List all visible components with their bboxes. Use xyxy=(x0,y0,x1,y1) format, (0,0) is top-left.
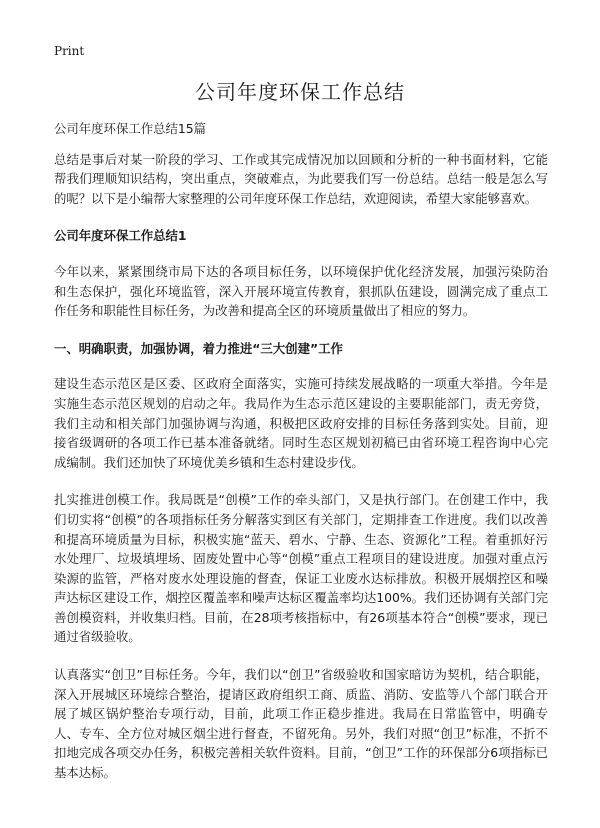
intro-paragraph: 总结是事后对某一阶段的学习、工作或其完成情况加以回顾和分析的一种书面材料，它能帮我们理顺知识结构，突出重点，突破难点，为此要我们写一份总结。总结一般是怎么写的呢？以下是小编帮大家整理的公司年度环保工作总结，欢迎阅读，希望大家能够喜欢。 xyxy=(54,151,548,206)
section-paragraph: 今年以来，紧紧围绕市局下达的各项目标任务，以环境保护优化经济发展，加强污染防治和生态保护，强化环境监管，深入开展环境宣传教育，狠抓队伍建设，圆满完成了重点工作任务和职能性目标任务，为改善和提高全区的环境质量做出了相应的努力。 xyxy=(54,263,548,319)
document-title: 公司年度环保工作总结 xyxy=(195,80,405,104)
document-subtitle: 公司年度环保工作总结15篇 xyxy=(54,121,207,136)
section-heading: 公司年度环保工作总结1 xyxy=(54,228,187,244)
body-paragraph-1: 建设生态示范区是区委、区政府全面落实，实施可持续发展战略的一项重大举措。今年是实施生态示范区规划的启动之年。我局作为生态示范区建设的主要职能部门，责无旁贷，我们主动和相关部门加强协调与沟通，积极把区政府安排的目标任务落到实处。目前，迎接省级调研的各项工作已基本准备就绪。同时生态区规划初稿已由省环境工程咨询中心完成编制。我们还加快了环境优美乡镇和生态村建设步伐。 xyxy=(54,376,548,470)
body-paragraph-2: 扎实推进创模工作。我局既是“创模”工作的牵头部门，又是执行部门。在创建工作中，我们切实将“创模”的各项指标任务分解落实到区有关部门，定期排查工作进度。我们以改善和提高环境质量为目标，积极实施“蓝天、碧水、宁静、生态、资源化”工程。着重抓好污水处理厂、垃圾填埋场、固废处置中心等“创模”重点工程项目的建设进度。加强对重点污染源的监管，严格对废水处理设施的督查，保证工业废水达标排放。积极开展烟控区和噪声达标区建设工作，烟控区覆盖率和噪声达标区覆盖率均达100%。我们还协调有关部门完善创模资料，并收集归档。目前，在28项考核指标中，有26项基本符合“创模”要求，现已通过省级验收。 xyxy=(54,492,548,645)
body-paragraph-3: 认真落实“创卫”目标任务。今年，我们以“创卫”省级验收和国家暗访为契机，结合职能，深入开展城区环境综合整治，提请区政府组织工商、质监、消防、安监等八个部门联合开展了城区锅炉整治专项行动，目前，此项工作正稳步推进。我局在日常监管中，明确专人、专车、全方位对城区烟尘进行督查，不留死角。另外，我们对照“创卫”标准，不折不扣地完成各项交办任务，积极完善相关软件资料。目前，“创卫”工作的环保部分6项指标已基本达标。 xyxy=(54,667,548,781)
part-heading: 一、明确职责，加强协调，着力推进“三大创建”工作 xyxy=(54,340,343,356)
print-link[interactable]: Print xyxy=(54,44,85,58)
document-body xyxy=(54,119,548,801)
